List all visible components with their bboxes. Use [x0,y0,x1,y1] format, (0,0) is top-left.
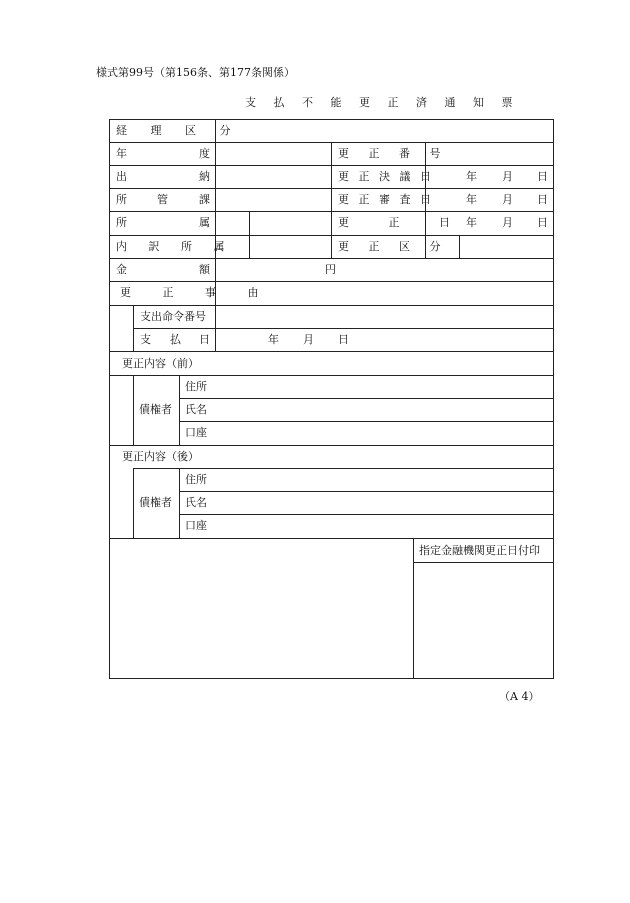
shinsa-month: 月 [502,193,513,206]
label-kousei-jiyu: 更 正 事 由 [120,286,273,299]
label-kingaku-2: 額 [199,263,210,276]
label-account-before: 口座 [185,426,207,439]
label-shishutsu-meirei: 支出命令番号 [140,310,206,323]
shinsa-day: 日 [537,193,548,206]
label-kousei-ketsugi: 更 正 決 議 日 [338,170,434,183]
label-name-after: 氏名 [185,496,207,509]
kouseibi-month: 月 [502,216,513,229]
shinsa-year: 年 [466,193,477,206]
label-shozoku-1: 所 [116,216,127,229]
label-uchiwake: 内 訳 所 属 [116,240,234,253]
label-kousei-shinsa: 更 正 審 査 日 [338,193,434,206]
label-kingaku-1: 金 [116,263,127,276]
label-creditor-after: 債権者 [139,496,172,509]
label-name-before: 氏名 [185,403,207,416]
paper-size: （A 4） [499,690,540,703]
label-address-after: 住所 [185,473,207,486]
payment-month: 月 [303,333,314,346]
label-shiharai-3: 日 [199,333,210,346]
ketsugi-year: 年 [466,170,477,183]
ketsugi-month: 月 [502,170,513,183]
label-address-before: 住所 [185,380,207,393]
payment-year: 年 [268,333,279,346]
ketsugi-day: 日 [537,170,548,183]
label-nendo-1: 年 [116,147,127,160]
kouseibi-day: 日 [537,216,548,229]
label-kousei-bango: 更 正 番 号 [338,147,449,160]
label-account-after: 口座 [185,519,207,532]
payment-day: 日 [338,333,349,346]
label-kousei-bi: 更 正 日 [338,216,468,229]
form-number: 様式第99号（第156条、第177条関係） [96,66,295,79]
label-yen: 円 [325,263,336,276]
label-nendo-2: 度 [199,147,210,160]
label-keiri-kubun: 経 理 区 分 [116,124,241,137]
label-shozoku-2: 属 [199,216,210,229]
label-shokan-2: 管 [157,193,168,206]
label-after: 更正内容（後） [122,450,199,463]
label-shiharai-1: 支 [140,333,151,346]
label-shokan-1: 所 [116,193,127,206]
label-suitou-1: 出 [116,170,127,183]
label-kousei-kubun: 更 正 区 分 [338,240,449,253]
label-shiharai-2: 払 [170,333,181,346]
form-title: 支 払 不 能 更 正 済 通 知 票 [245,96,520,109]
label-before: 更正内容（前） [122,357,199,370]
kouseibi-year: 年 [466,216,477,229]
label-shokan-3: 課 [199,193,210,206]
label-suitou-2: 納 [199,170,210,183]
label-creditor-before: 債権者 [139,403,172,416]
label-stamp: 指定金融機関更正日付印 [419,544,540,557]
